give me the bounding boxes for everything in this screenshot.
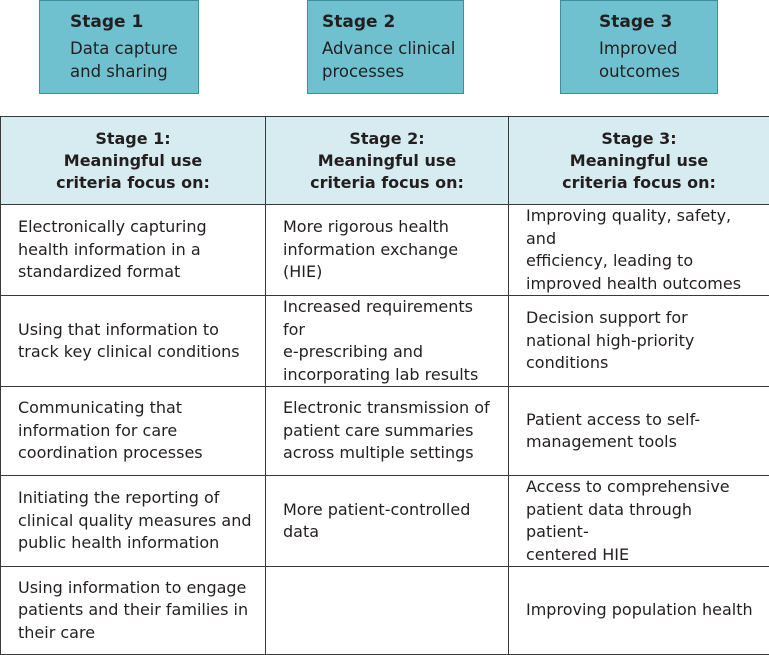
cell-line: health information in a [18, 240, 201, 259]
stage-3-box-title: Stage 3 [599, 11, 717, 33]
header-line: criteria focus on: [310, 173, 464, 192]
cell-line: track key clinical conditions [18, 342, 240, 361]
stage-2-box-line: processes [322, 62, 404, 81]
table-cell [266, 205, 509, 296]
stage-1-box-line: Data capture [70, 39, 178, 58]
cell-line: efficiency, leading to [526, 251, 693, 270]
table-cell [509, 567, 769, 655]
cell-line: data [283, 522, 319, 541]
cell-line: Patient access to self- [526, 410, 700, 429]
cell-line: e-prescribing and [283, 342, 423, 361]
cell-line: standardized format [18, 262, 180, 281]
table-cell [509, 476, 769, 567]
stage-3-box-subtitle [599, 37, 717, 83]
header-stage-1 [1, 117, 266, 205]
table-row [1, 387, 769, 476]
cell-line: Initiating the reporting of [18, 488, 219, 507]
stage-2-box [307, 0, 464, 94]
table-cell [1, 476, 266, 567]
table-cell [266, 476, 509, 567]
cell-line: across multiple settings [283, 443, 474, 462]
cell-line: incorporating lab results [283, 365, 478, 384]
stage-1-box-subtitle [70, 37, 198, 83]
table-row [1, 476, 769, 567]
cell-line: Communicating that [18, 398, 182, 417]
cell-line: clinical quality measures and [18, 511, 252, 530]
stage-2-box-line: Advance clinical [322, 39, 455, 58]
table-cell [1, 567, 266, 655]
header-line: criteria focus on: [562, 173, 716, 192]
criteria-table [0, 116, 769, 655]
table-cell [1, 387, 266, 476]
header-line: Meaningful use [318, 151, 456, 170]
cell-line: improved health outcomes [526, 274, 741, 293]
header-stage-2 [266, 117, 509, 205]
cell-line: Using information to engage [18, 578, 246, 597]
stage-2-box-title: Stage 2 [322, 11, 463, 33]
table-cell-empty [266, 567, 509, 655]
stage-3-box-line: outcomes [599, 62, 680, 81]
header-line: Meaningful use [64, 151, 202, 170]
cell-line: public health information [18, 533, 219, 552]
header-line: Stage 3: [601, 129, 676, 148]
cell-line: centered HIE [526, 545, 629, 564]
table-row [1, 296, 769, 387]
table-row [1, 567, 769, 655]
stage-2-box-subtitle [322, 37, 463, 83]
table-cell [266, 296, 509, 387]
header-stage-3 [509, 117, 769, 205]
cell-line: Improving quality, safety, and [526, 206, 731, 248]
table-cell [1, 296, 266, 387]
cell-line: Improving population health [526, 600, 753, 619]
stage-3-box-line: Improved [599, 39, 677, 58]
cell-line: coordination processes [18, 443, 203, 462]
header-line: Meaningful use [570, 151, 708, 170]
header-line: Stage 2: [349, 129, 424, 148]
cell-line: patients and their families in [18, 600, 248, 619]
table-cell [509, 387, 769, 476]
cell-line: More rigorous health [283, 217, 449, 236]
table-cell [509, 296, 769, 387]
cell-line: information for care [18, 421, 177, 440]
stage-3-box [560, 0, 718, 94]
cell-line: national high-priority [526, 331, 694, 350]
stage-1-box [39, 0, 199, 94]
cell-line: information exchange (HIE) [283, 240, 458, 282]
cell-line: patient data through patient- [526, 500, 692, 542]
cell-line: Increased requirements for [283, 297, 473, 339]
table-row [1, 205, 769, 296]
cell-line: Access to comprehensive [526, 477, 730, 496]
stage-1-box-line: and sharing [70, 62, 168, 81]
cell-line: management tools [526, 432, 677, 451]
cell-line: patient care summaries [283, 421, 473, 440]
table-header-row [1, 117, 769, 205]
table-cell [509, 205, 769, 296]
cell-line: Electronically capturing [18, 217, 207, 236]
stage-1-box-title: Stage 1 [70, 11, 198, 33]
cell-line: their care [18, 623, 95, 642]
cell-line: More patient-controlled [283, 500, 470, 519]
cell-line: Using that information to [18, 320, 219, 339]
table-cell [266, 387, 509, 476]
table-cell [1, 205, 266, 296]
cell-line: Electronic transmission of [283, 398, 490, 417]
header-line: Stage 1: [95, 129, 170, 148]
header-line: criteria focus on: [56, 173, 210, 192]
cell-line: conditions [526, 353, 608, 372]
cell-line: Decision support for [526, 308, 688, 327]
